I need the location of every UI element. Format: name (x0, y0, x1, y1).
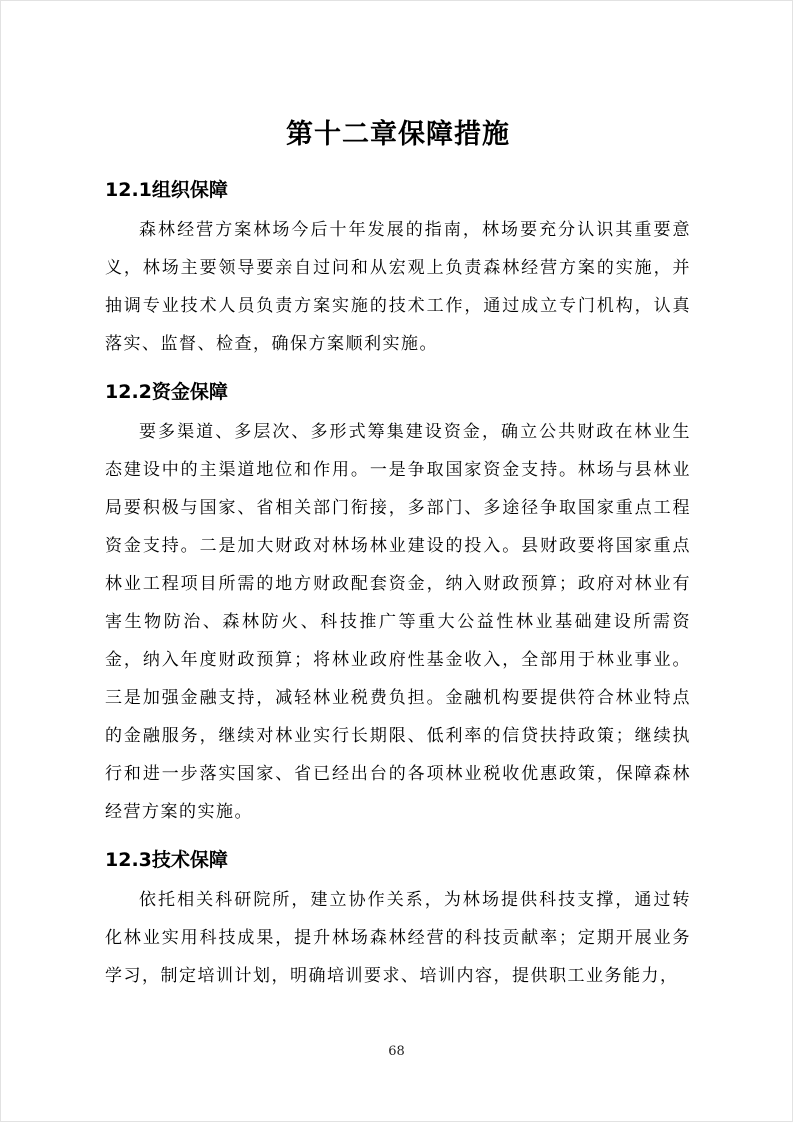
section-technical-guarantee (105, 847, 691, 995)
page-content (1, 1, 792, 995)
section-organization-guarantee (105, 177, 691, 363)
section-heading-12-2: 12.2资金保障 (105, 381, 228, 403)
section-heading-12-3: 12.3技术保障 (105, 849, 228, 871)
section-heading-12-1: 12.1组织保障 (105, 179, 228, 201)
paragraph: 依托相关科研院所，建立协作关系，为林场提供科技支撑，通过转化林业实用科技成果，提升林场森林经营的科技贡献率；定期开展业务学习，制定培训计划，明确培训要求、培训内容，提供职工业务能力， (105, 890, 691, 986)
chapter-title: 第十二章保障措施 (286, 119, 510, 150)
section-funding-guarantee (105, 379, 691, 831)
paragraph: 要多渠道、多层次、多形式筹集建设资金，确立公共财政在林业生态建设中的主渠道地位和作用。一是争取国家资金支持。林场与县林业局要积极与国家、省相关部门衔接，多部门、多途径争取国家重点工程资金支持。二是加大财政对林场林业建设的投入。县财政要将国家重点林业工程项目所需的地方财政配套资金，纳入财政预算；政府对林业有害生物防治、森林防火、科技推广等重大公益性林业基础建设所需资金，纳入年度财政预算；将林业政府性基金收入，全部用于林业事业。三是加强金融支持，减轻林业税费负担。金融机构要提供符合林业特点的金融服务，继续对林业实行长期限、低利率的信贷扶持政策；继续执行和进一步落实国家、省已经出台的各项林业税收优惠政策，保障森林经营方案的实施。 (105, 422, 691, 822)
page-number: 68 (388, 1044, 405, 1059)
paragraph: 森林经营方案林场今后十年发展的指南，林场要充分认识其重要意义，林场主要领导要亲自过问和从宏观上负责森林经营方案的实施，并抽调专业技术人员负责方案实施的技术工作，通过成立专门机构，认真落实、监督、检查，确保方案顺利实施。 (105, 220, 691, 354)
